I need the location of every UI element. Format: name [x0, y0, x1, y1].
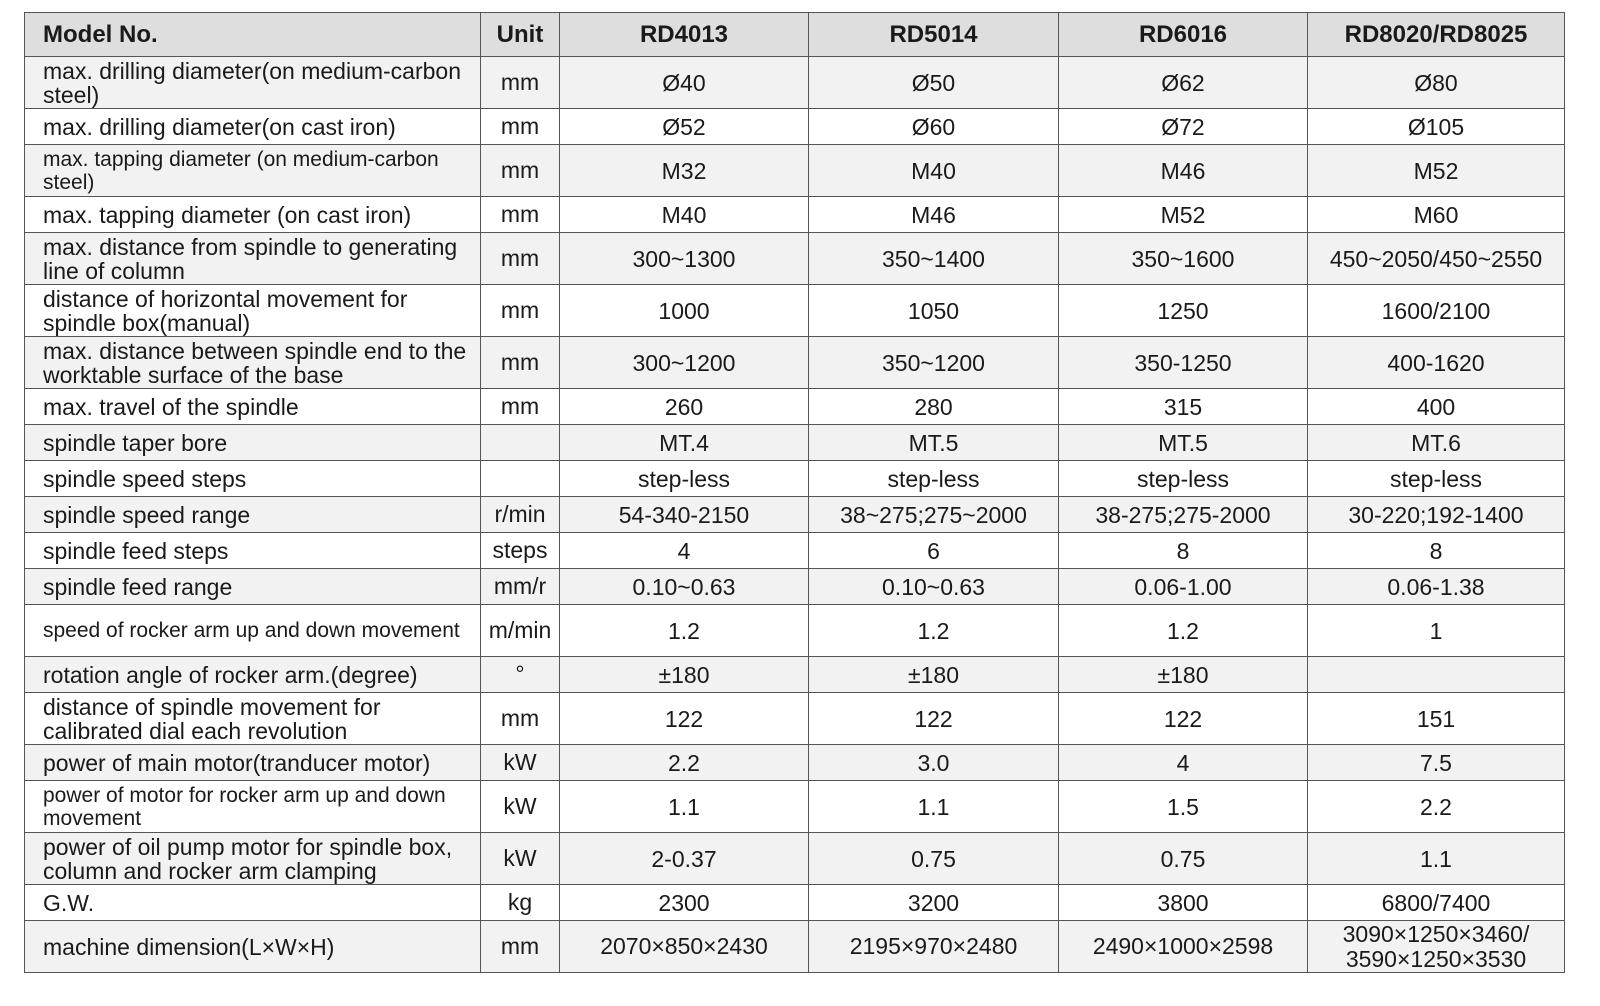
table-row — [25, 285, 1565, 337]
value-cell: 2300 — [560, 885, 809, 921]
value-cell: 0.06-1.00 — [1059, 569, 1308, 605]
value-cell: Ø72 — [1059, 109, 1308, 145]
table-row — [25, 533, 1565, 569]
param-cell: max. travel of the spindle — [25, 389, 481, 425]
value-cell: ±180 — [560, 657, 809, 693]
unit-cell: mm — [481, 693, 560, 745]
table-row — [25, 233, 1565, 285]
value-cell: M60 — [1308, 197, 1565, 233]
value-cell: 8 — [1308, 533, 1565, 569]
unit-cell: kW — [481, 781, 560, 833]
unit-cell: mm — [481, 197, 560, 233]
value-cell: 300~1300 — [560, 233, 809, 285]
header-rd8020-rd8025: RD8020/RD8025 — [1308, 13, 1565, 57]
value-cell: 6 — [809, 533, 1059, 569]
unit-cell: mm — [481, 389, 560, 425]
value-cell: 2490×1000×2598 — [1059, 921, 1308, 973]
unit-cell: steps — [481, 533, 560, 569]
value-cell: 54-340-2150 — [560, 497, 809, 533]
table-row — [25, 693, 1565, 745]
value-cell: 2.2 — [1308, 781, 1565, 833]
value-cell: 1250 — [1059, 285, 1308, 337]
value-cell: 0.06-1.38 — [1308, 569, 1565, 605]
table-row — [25, 745, 1565, 781]
value-cell: 0.75 — [1059, 833, 1308, 885]
param-cell: power of motor for rocker arm up and down movement — [25, 781, 481, 833]
header-unit: Unit — [481, 13, 560, 57]
param-cell: max. distance between spindle end to the worktable surface of the base — [25, 337, 481, 389]
value-cell: Ø52 — [560, 109, 809, 145]
value-cell: 4 — [560, 533, 809, 569]
table-row — [25, 425, 1565, 461]
param-cell: max. tapping diameter (on cast iron) — [25, 197, 481, 233]
unit-cell — [481, 461, 560, 497]
param-cell: spindle taper bore — [25, 425, 481, 461]
value-cell: 3200 — [809, 885, 1059, 921]
value-cell: ±180 — [809, 657, 1059, 693]
value-cell: M52 — [1059, 197, 1308, 233]
table-row — [25, 197, 1565, 233]
value-cell: 2195×970×2480 — [809, 921, 1059, 973]
value-cell: step-less — [1308, 461, 1565, 497]
value-cell: 1.1 — [560, 781, 809, 833]
value-cell: 350~1600 — [1059, 233, 1308, 285]
value-cell: MT.5 — [1059, 425, 1308, 461]
value-cell: 1.2 — [1059, 605, 1308, 657]
value-cell: 2070×850×2430 — [560, 921, 809, 973]
value-cell: M52 — [1308, 145, 1565, 197]
table-row — [25, 337, 1565, 389]
value-cell: 1.5 — [1059, 781, 1308, 833]
table-row — [25, 461, 1565, 497]
param-cell: spindle speed range — [25, 497, 481, 533]
value-cell: 122 — [1059, 693, 1308, 745]
unit-cell: mm — [481, 233, 560, 285]
table-row — [25, 569, 1565, 605]
value-cell: 1050 — [809, 285, 1059, 337]
unit-cell: mm — [481, 921, 560, 973]
param-cell: machine dimension(L×W×H) — [25, 921, 481, 973]
value-cell: M40 — [809, 145, 1059, 197]
value-cell: 0.10~0.63 — [809, 569, 1059, 605]
param-cell: power of oil pump motor for spindle box, column and rocker arm clamping — [25, 833, 481, 885]
value-cell: step-less — [560, 461, 809, 497]
value-cell — [1308, 657, 1565, 693]
table-row — [25, 605, 1565, 657]
value-cell: 260 — [560, 389, 809, 425]
value-cell: step-less — [1059, 461, 1308, 497]
table-row — [25, 497, 1565, 533]
unit-cell: kW — [481, 745, 560, 781]
param-cell: max. drilling diameter(on medium-carbon steel) — [25, 57, 481, 109]
spec-table — [24, 12, 1565, 973]
value-cell: 1.2 — [560, 605, 809, 657]
header-rd6016: RD6016 — [1059, 13, 1308, 57]
param-cell: power of main motor(tranducer motor) — [25, 745, 481, 781]
value-cell: 1 — [1308, 605, 1565, 657]
param-cell: spindle feed range — [25, 569, 481, 605]
value-cell: 1.1 — [809, 781, 1059, 833]
value-cell: Ø50 — [809, 57, 1059, 109]
value-cell: M46 — [809, 197, 1059, 233]
value-cell: 400-1620 — [1308, 337, 1565, 389]
value-cell: 300~1200 — [560, 337, 809, 389]
param-cell: spindle feed steps — [25, 533, 481, 569]
param-cell: G.W. — [25, 885, 481, 921]
value-cell: 400 — [1308, 389, 1565, 425]
value-cell: Ø80 — [1308, 57, 1565, 109]
value-cell: 315 — [1059, 389, 1308, 425]
table-row — [25, 57, 1565, 109]
unit-cell: m/min — [481, 605, 560, 657]
value-cell: 0.10~0.63 — [560, 569, 809, 605]
table-row — [25, 833, 1565, 885]
header-rd4013: RD4013 — [560, 13, 809, 57]
value-cell: 3.0 — [809, 745, 1059, 781]
value-cell: Ø60 — [809, 109, 1059, 145]
header-rd5014: RD5014 — [809, 13, 1059, 57]
value-cell: 122 — [809, 693, 1059, 745]
unit-cell: ° — [481, 657, 560, 693]
value-cell: 4 — [1059, 745, 1308, 781]
param-cell: distance of spindle movement for calibrated dial each revolution — [25, 693, 481, 745]
value-cell: 151 — [1308, 693, 1565, 745]
value-cell: 122 — [560, 693, 809, 745]
value-cell: 38-275;275-2000 — [1059, 497, 1308, 533]
unit-cell: kg — [481, 885, 560, 921]
unit-cell: mm — [481, 337, 560, 389]
value-cell: Ø62 — [1059, 57, 1308, 109]
value-cell: 280 — [809, 389, 1059, 425]
param-cell: max. tapping diameter (on medium-carbon steel) — [25, 145, 481, 197]
value-cell: 1600/2100 — [1308, 285, 1565, 337]
value-cell: 8 — [1059, 533, 1308, 569]
unit-cell: mm — [481, 285, 560, 337]
param-cell: max. distance from spindle to generating line of column — [25, 233, 481, 285]
value-cell: 450~2050/450~2550 — [1308, 233, 1565, 285]
unit-cell: mm — [481, 57, 560, 109]
value-cell: Ø40 — [560, 57, 809, 109]
unit-cell: r/min — [481, 497, 560, 533]
value-cell: 2.2 — [560, 745, 809, 781]
table-row — [25, 781, 1565, 833]
value-cell: step-less — [809, 461, 1059, 497]
value-cell: ±180 — [1059, 657, 1308, 693]
table-row — [25, 389, 1565, 425]
table-row — [25, 145, 1565, 197]
value-cell: 1000 — [560, 285, 809, 337]
value-cell: 350-1250 — [1059, 337, 1308, 389]
value-cell: Ø105 — [1308, 109, 1565, 145]
value-cell: MT.5 — [809, 425, 1059, 461]
table-row — [25, 109, 1565, 145]
header-model-no: Model No. — [25, 13, 481, 57]
value-cell: 7.5 — [1308, 745, 1565, 781]
value-cell: 350~1400 — [809, 233, 1059, 285]
value-cell: 2-0.37 — [560, 833, 809, 885]
param-cell: spindle speed steps — [25, 461, 481, 497]
value-cell: M46 — [1059, 145, 1308, 197]
value-cell: 0.75 — [809, 833, 1059, 885]
unit-cell: mm/r — [481, 569, 560, 605]
value-cell: M32 — [560, 145, 809, 197]
value-cell: 6800/7400 — [1308, 885, 1565, 921]
value-cell: MT.6 — [1308, 425, 1565, 461]
value-cell: 1.1 — [1308, 833, 1565, 885]
value-cell: M40 — [560, 197, 809, 233]
table-row — [25, 657, 1565, 693]
header-row — [25, 13, 1565, 57]
param-cell: rotation angle of rocker arm.(degree) — [25, 657, 481, 693]
value-cell: 38~275;275~2000 — [809, 497, 1059, 533]
param-cell: distance of horizontal movement for spindle box(manual) — [25, 285, 481, 337]
value-cell: 3090×1250×3460/ 3590×1250×3530 — [1308, 921, 1565, 973]
unit-cell: mm — [481, 145, 560, 197]
table-row — [25, 921, 1565, 973]
unit-cell — [481, 425, 560, 461]
unit-cell: kW — [481, 833, 560, 885]
table-row — [25, 885, 1565, 921]
value-cell: 30-220;192-1400 — [1308, 497, 1565, 533]
unit-cell: mm — [481, 109, 560, 145]
value-cell: MT.4 — [560, 425, 809, 461]
param-cell: speed of rocker arm up and down movement — [25, 605, 481, 657]
value-cell: 1.2 — [809, 605, 1059, 657]
value-cell: 3800 — [1059, 885, 1308, 921]
param-cell: max. drilling diameter(on cast iron) — [25, 109, 481, 145]
value-cell: 350~1200 — [809, 337, 1059, 389]
